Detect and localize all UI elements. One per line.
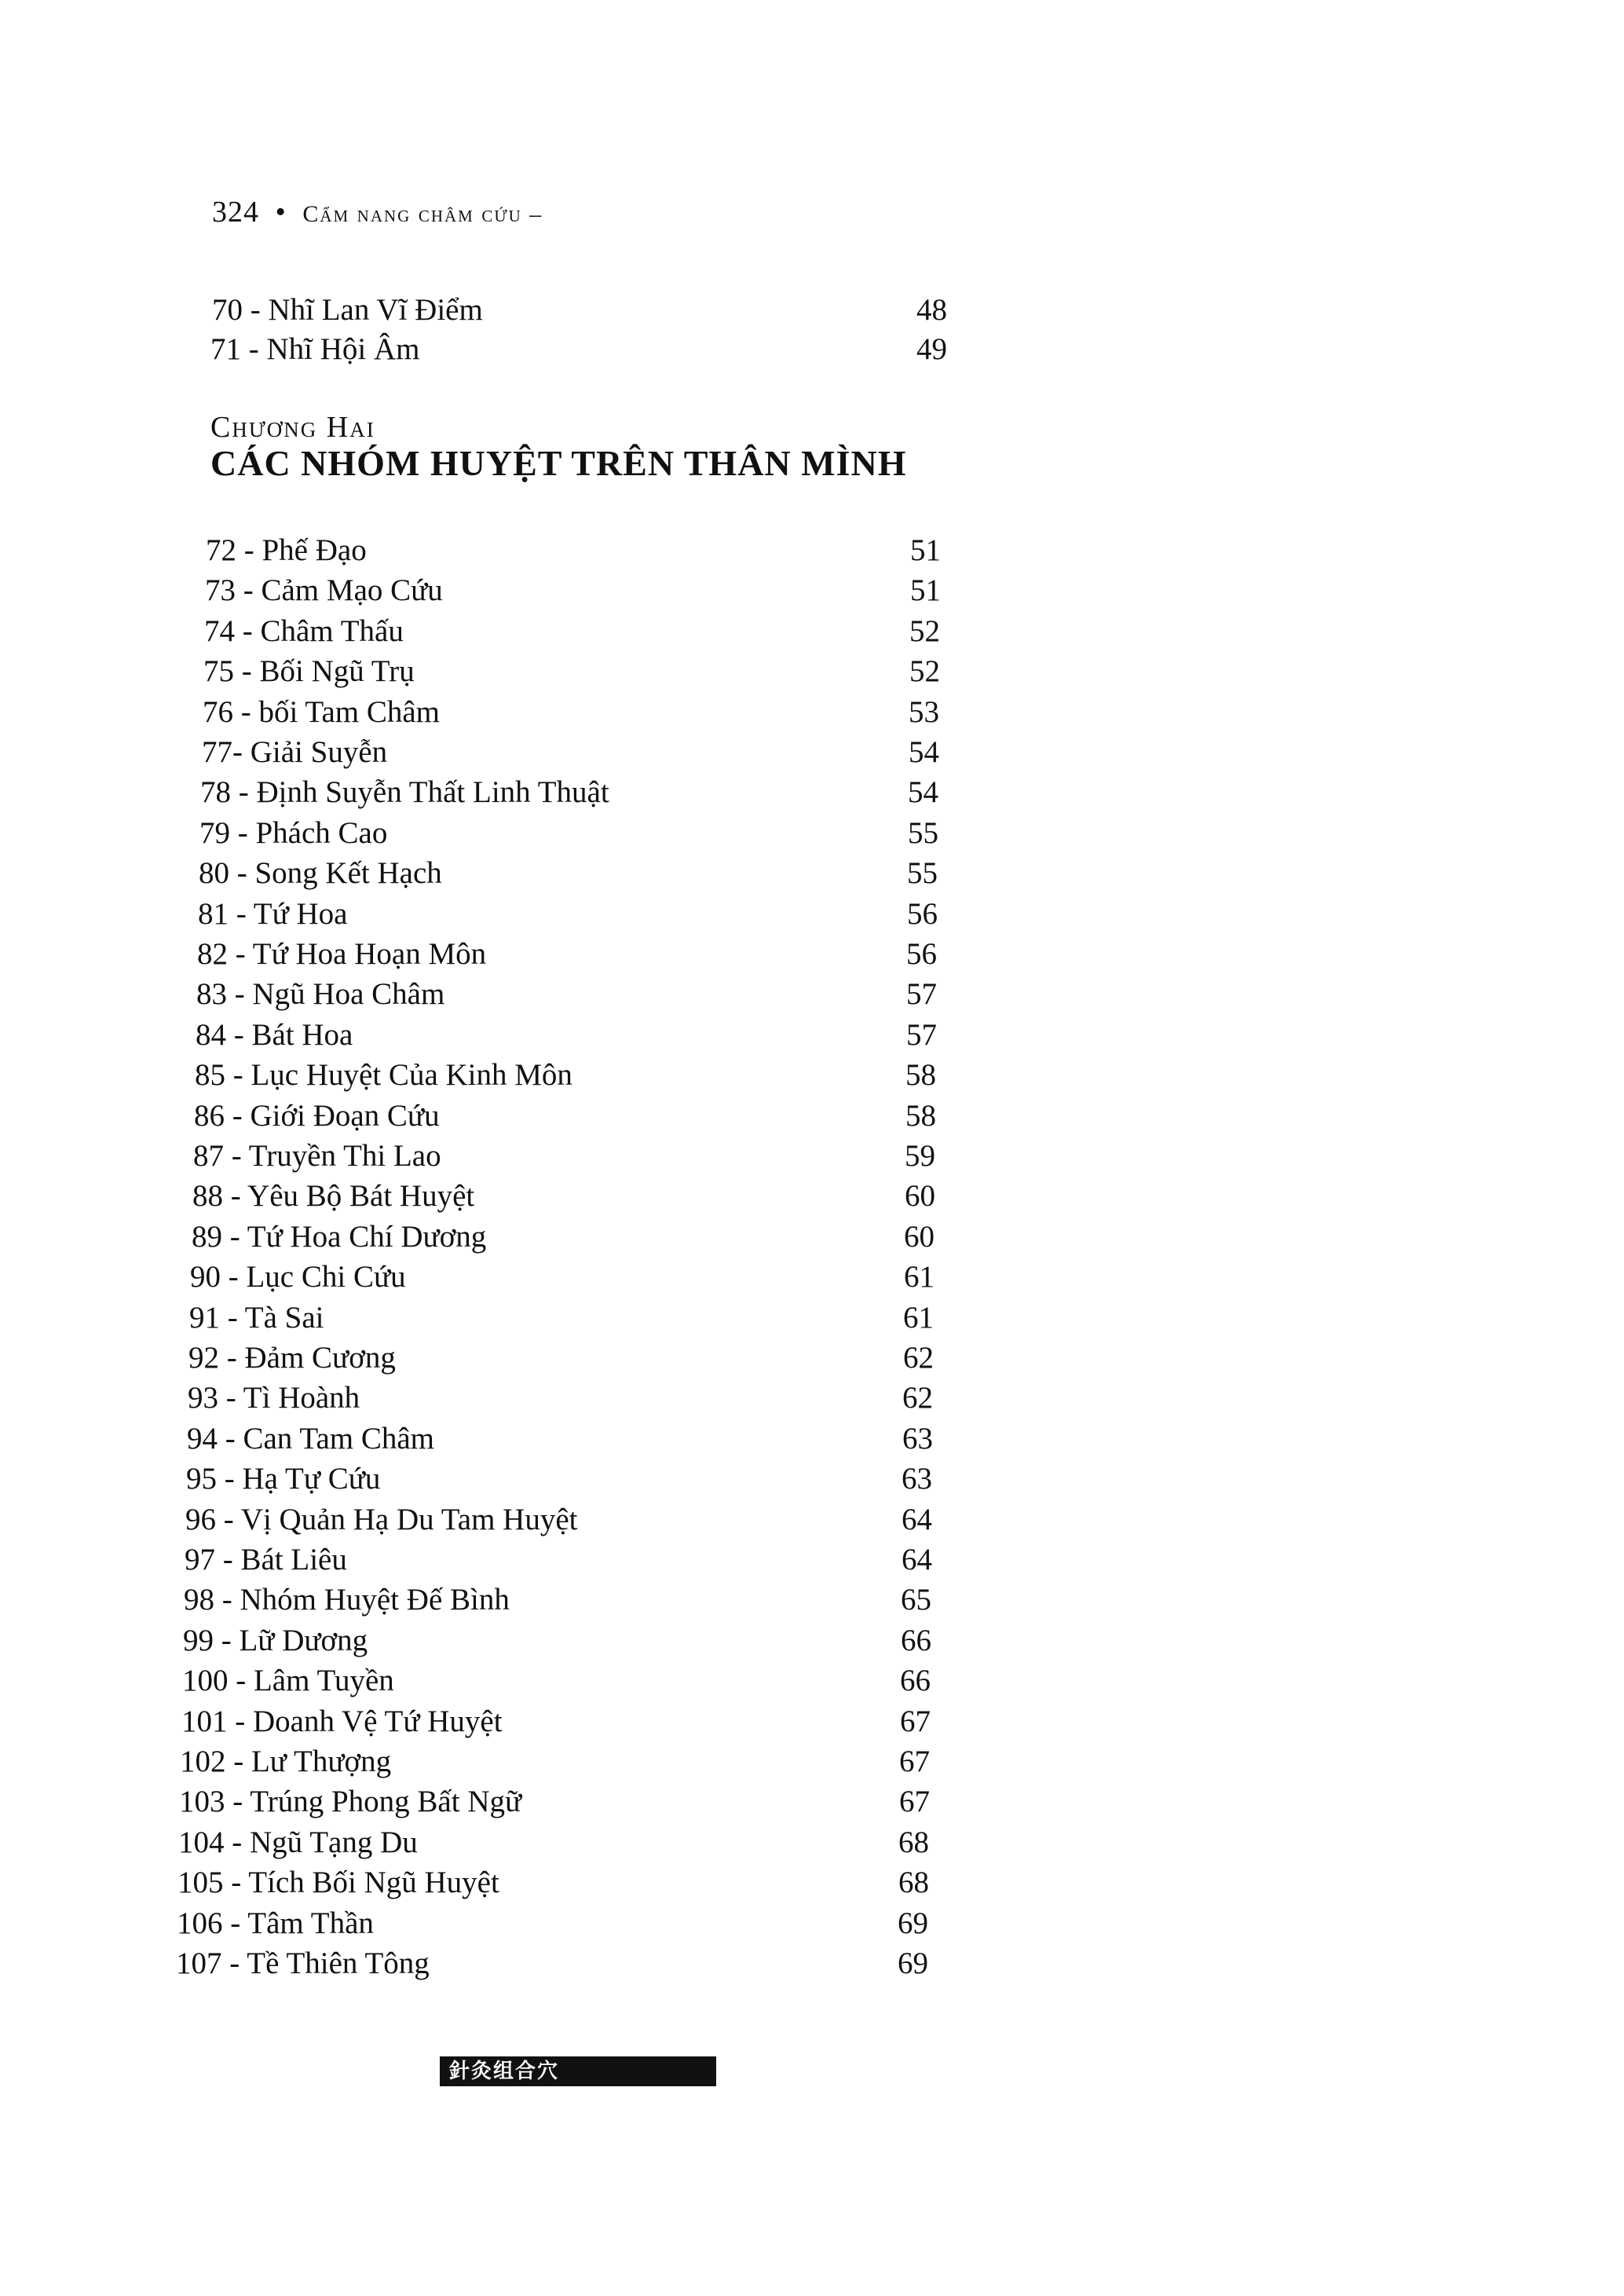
toc-entry-page: 69: [898, 1946, 928, 1980]
toc-entry: [0, 1379, 1624, 1418]
toc-entry-title: 80 - Song Kết Hạch: [199, 856, 442, 890]
toc-entry-page: 64: [902, 1503, 932, 1536]
toc-entry-title: 83 - Ngũ Hoa Châm: [196, 977, 445, 1011]
toc-entry-page: 62: [902, 1381, 933, 1415]
toc-entry-title: 84 - Bát Hoa: [196, 1018, 353, 1052]
toc-entry-title: 71 - Nhĩ Hội Âm: [210, 332, 420, 366]
toc-entry: [0, 1500, 1624, 1540]
toc-entry-title: 72 - Phế Đạo: [206, 533, 367, 567]
toc-entry-page: 53: [909, 695, 939, 729]
toc-entry: [0, 1258, 1624, 1297]
toc-entry-page: 67: [899, 1785, 930, 1818]
toc-entry-title: 75 - Bối Ngũ Trụ: [203, 654, 415, 688]
toc-entry-page: 48: [916, 293, 947, 327]
toc-entry-title: 106 - Tâm Thần: [177, 1906, 374, 1940]
toc-entry: [0, 1137, 1624, 1176]
toc-entry-page: 60: [905, 1179, 935, 1213]
toc-entry: [0, 531, 1624, 570]
toc-entry-page: 69: [898, 1906, 928, 1940]
toc-entry-page: 63: [902, 1422, 933, 1456]
toc-entry-title: 91 - Tà Sai: [189, 1301, 324, 1335]
toc-entry-title: 79 - Phách Cao: [199, 816, 388, 850]
book-title: Cẩm nang châm cứu –: [302, 201, 543, 227]
toc-entry: [0, 652, 1624, 691]
toc-entry-page: 68: [898, 1866, 929, 1899]
toc-entry-page: 59: [905, 1139, 935, 1173]
toc-entry-title: 97 - Bát Liêu: [185, 1543, 347, 1576]
toc-entry-title: 94 - Can Tam Châm: [187, 1422, 435, 1456]
toc-entry-page: 55: [908, 816, 938, 850]
toc-entry-title: 78 - Định Suyễn Thất Linh Thuật: [200, 775, 609, 809]
toc-entry: [0, 935, 1624, 974]
toc-entry: [0, 1218, 1624, 1257]
toc-entry-title: 95 - Hạ Tự Cứu: [186, 1462, 381, 1496]
toc-entry-page: 58: [905, 1058, 936, 1092]
toc-entry: [0, 854, 1624, 893]
toc-entry-title: 88 - Yêu Bộ Bát Huyệt: [192, 1179, 475, 1213]
toc-entry-title: 76 - bối Tam Châm: [203, 695, 441, 729]
toc-entry-page: 54: [908, 775, 938, 809]
toc-entry: [0, 1580, 1624, 1620]
toc-entry: [0, 571, 1624, 610]
toc-entry-page: 57: [906, 977, 937, 1011]
toc-entry-page: 64: [902, 1543, 932, 1576]
toc-entry-page: 51: [910, 573, 941, 607]
toc-entry: [0, 1823, 1624, 1862]
toc-entry-title: 103 - Trúng Phong Bất Ngữ: [179, 1785, 522, 1818]
toc-entry: [0, 612, 1624, 651]
toc-entry: [0, 1298, 1624, 1338]
toc-entry-page: 61: [904, 1260, 935, 1294]
toc-entry: [0, 1177, 1624, 1216]
toc-entry-title: 104 - Ngũ Tạng Du: [178, 1825, 418, 1859]
toc-entry-page: 67: [900, 1705, 931, 1738]
toc-entry: [0, 1540, 1624, 1580]
toc-entry-title: 87 - Truyền Thi Lao: [193, 1139, 441, 1173]
toc-entry-title: 89 - Tứ Hoa Chí Dương: [192, 1220, 487, 1254]
toc-entry: [0, 773, 1624, 812]
toc-entry: [0, 693, 1624, 732]
toc-entry: [0, 1904, 1624, 1943]
toc-entry-title: 74 - Châm Thấu: [204, 614, 404, 648]
toc-entry-page: 67: [899, 1745, 930, 1778]
toc-entry-title: 102 - Lư Thượng: [180, 1745, 392, 1778]
toc-entry-title: 86 - Giới Đoạn Cứu: [194, 1099, 440, 1133]
toc-entry: [0, 1097, 1624, 1136]
toc-entry-title: 105 - Tích Bối Ngũ Huyệt: [177, 1866, 499, 1899]
toc-entry-title: 93 - Tì Hoành: [188, 1381, 360, 1415]
chapter-kicker: Chương Hai: [210, 411, 375, 444]
toc-entry-page: 49: [916, 332, 947, 366]
toc-entry: [0, 1742, 1624, 1782]
toc-entry: [0, 1338, 1624, 1378]
toc-entry-page: 52: [909, 614, 940, 648]
toc-entry-title: 107 - Tề Thiên Tông: [176, 1946, 430, 1980]
toc-entry-page: 66: [900, 1664, 931, 1697]
toc-entry: [0, 975, 1624, 1014]
running-head: [212, 195, 543, 229]
toc-entry: [0, 814, 1624, 853]
toc-entry-page: 60: [904, 1220, 935, 1254]
toc-entry-page: 52: [909, 654, 940, 688]
footer-banner: 針灸组合穴: [440, 2056, 716, 2086]
toc-entry: [0, 1419, 1624, 1459]
chapter-title: CÁC NHÓM HUYỆT TRÊN THÂN MÌNH: [210, 443, 907, 483]
toc-entry: [0, 330, 1624, 369]
toc-entry: [0, 1702, 1624, 1741]
toc-entry-title: 82 - Tứ Hoa Hoạn Môn: [197, 937, 487, 971]
toc-entry: [0, 895, 1624, 934]
toc-entry-title: 98 - Nhóm Huyệt Đế Bình: [184, 1583, 510, 1617]
toc-entry-title: 77- Giải Suyễn: [202, 735, 388, 769]
toc-entry-title: 85 - Lục Huyệt Của Kinh Môn: [195, 1058, 572, 1092]
toc-entry: [0, 1863, 1624, 1902]
toc-entry-page: 61: [903, 1301, 934, 1335]
toc-entry-title: 101 - Doanh Vệ Tứ Huyệt: [181, 1705, 503, 1738]
toc-entry-page: 51: [910, 533, 941, 567]
toc-entry-title: 92 - Đảm Cương: [188, 1341, 396, 1375]
page-number: 324: [212, 196, 259, 229]
toc-entry: [0, 1016, 1624, 1055]
toc-entry: [0, 1661, 1624, 1701]
toc-entry-page: 65: [901, 1583, 931, 1617]
toc-entry-title: 73 - Cảm Mạo Cứu: [205, 573, 443, 607]
toc-entry-title: 70 - Nhĩ Lan Vĩ Điểm: [212, 293, 483, 327]
toc-entry-page: 57: [906, 1018, 937, 1052]
toc-entry-title: 81 - Tứ Hoa: [198, 897, 348, 931]
toc-entry: [0, 1944, 1624, 1983]
toc-entry-title: 100 - Lâm Tuyền: [182, 1664, 394, 1697]
toc-entry: [0, 1782, 1624, 1822]
toc-entry: [0, 1056, 1624, 1095]
toc-entry: [0, 1459, 1624, 1499]
toc-entry-title: 90 - Lục Chi Cứu: [190, 1260, 406, 1294]
toc-entry-title: 99 - Lữ Dương: [183, 1624, 368, 1657]
toc-entry-page: 55: [907, 856, 938, 890]
toc-entry-page: 62: [903, 1341, 934, 1375]
toc-entry-page: 66: [901, 1624, 931, 1657]
toc-entry: [0, 733, 1624, 772]
toc-entry-page: 58: [905, 1099, 936, 1133]
toc-entry-title: 96 - Vị Quản Hạ Du Tam Huyệt: [185, 1503, 578, 1536]
toc-entry: [0, 291, 1624, 330]
toc-entry-page: 56: [906, 937, 937, 971]
header-separator: •: [275, 196, 287, 229]
toc-entry-page: 54: [909, 735, 939, 769]
toc-entry: [0, 1621, 1624, 1661]
toc-entry-page: 56: [907, 897, 938, 931]
toc-entry-page: 63: [902, 1462, 932, 1496]
toc-entry-page: 68: [898, 1825, 929, 1859]
